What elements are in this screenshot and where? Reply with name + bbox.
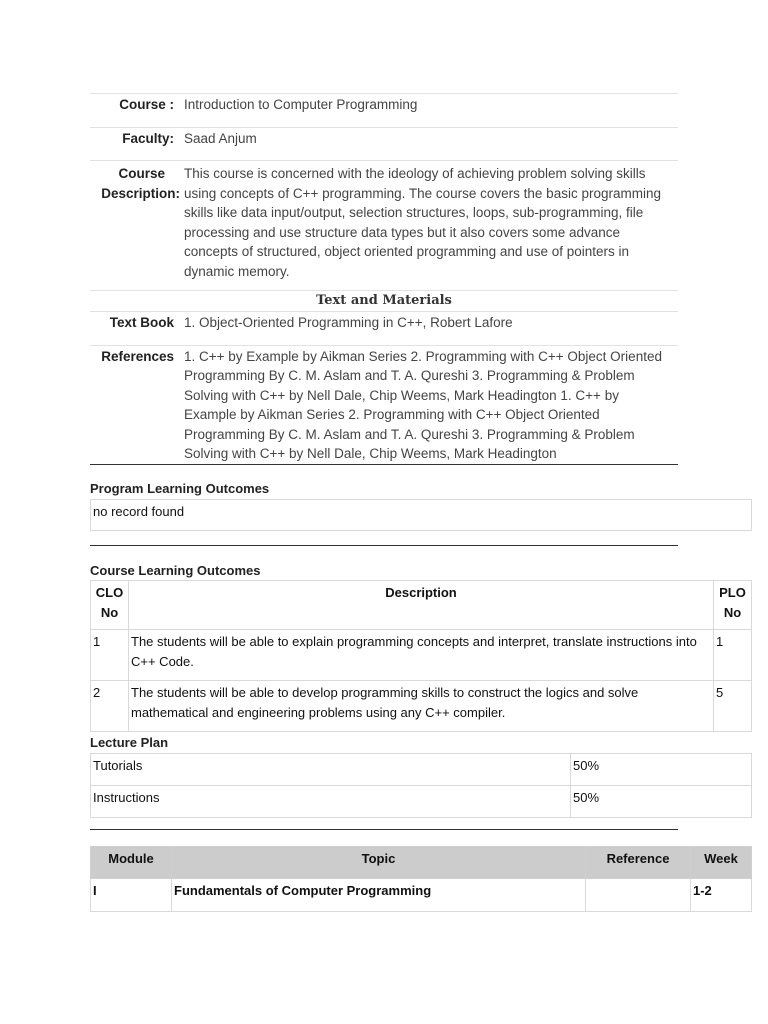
description-value: This course is concerned with the ideology of achieving problem solving skills using concepts of C++ programming. The course covers the basic programming skills like data input/output, selection structures, loops, sub-programming, file processing and use structure data types but it also covers some advance concepts of structured, object oriented programming and use of pointers in dynamic memory. <box>180 161 678 291</box>
reference-header: Reference <box>586 847 691 879</box>
faculty-row <box>90 127 678 161</box>
lecture-plan-table <box>90 753 752 818</box>
references-label: References <box>90 345 180 470</box>
course-label: Course : <box>90 94 180 128</box>
week-header: Week <box>691 847 752 879</box>
faculty-label: Faculty: <box>90 127 180 161</box>
module-week: 1-2 <box>691 879 752 912</box>
clo-table <box>90 580 752 732</box>
clo-no-header: CLO No <box>91 581 129 630</box>
textbook-row <box>90 312 678 346</box>
plo-table <box>90 499 752 531</box>
plo-number: 1 <box>714 630 752 681</box>
description-label-line2: Description: <box>101 185 180 201</box>
table-row <box>91 630 752 681</box>
description-row <box>90 161 678 291</box>
lecture-plan-value: 50% <box>571 754 752 786</box>
module-header: Module <box>91 847 172 879</box>
clo-title: Course Learning Outcomes <box>90 563 261 578</box>
plo-title: Program Learning Outcomes <box>90 481 270 496</box>
description-label-line1: Course <box>118 166 165 181</box>
module-header-row <box>91 847 752 879</box>
divider <box>90 464 678 465</box>
module-number: I <box>91 879 172 912</box>
textbook-value: 1. Object-Oriented Programming in C++, Robert Lafore <box>180 312 678 346</box>
clo-number: 2 <box>91 681 129 732</box>
lecture-plan-title: Lecture Plan <box>90 735 169 750</box>
divider <box>90 829 678 830</box>
table-row <box>91 879 752 912</box>
references-value: 1. C++ by Example by Aikman Series 2. Programming with C++ Object Oriented Programming By C. M. Aslam and T. A. Qureshi 3. Programming & Problem Solving with C++ by Nell Dale, Chip Weems, Mark Headington 1. C++ by Example by Aikman Series 2. Programming with C++ Object Oriented Programming By C. M. Aslam and T. A. Qureshi 3. Programming & Problem Solving with C++ by Nell Dale, Chip Weems, Mark Headington <box>180 345 678 470</box>
plo-no-header: PLO No <box>714 581 752 630</box>
plo-empty-text: no record found <box>91 500 752 531</box>
plo-empty-row <box>91 500 752 531</box>
clo-description: The students will be able to develop programming skills to construct the logics and solve mathematical and engineering problems using any C++ compiler. <box>129 681 714 732</box>
course-info-table <box>90 93 678 470</box>
text-materials-row <box>90 291 678 312</box>
references-row <box>90 345 678 470</box>
clo-description: The students will be able to explain programming concepts and interpret, translate instructions into C++ Code. <box>129 630 714 681</box>
module-table <box>90 846 752 912</box>
table-row <box>91 754 752 786</box>
divider <box>90 545 678 546</box>
topic-header: Topic <box>172 847 586 879</box>
module-reference <box>586 879 691 912</box>
module-topic: Fundamentals of Computer Programming <box>172 879 586 912</box>
table-row <box>91 681 752 732</box>
course-value: Introduction to Computer Programming <box>180 94 678 128</box>
plo-number: 5 <box>714 681 752 732</box>
lecture-plan-value: 50% <box>571 786 752 818</box>
lecture-plan-label: Instructions <box>91 786 571 818</box>
clo-header-row <box>91 581 752 630</box>
clo-description-header: Description <box>129 581 714 630</box>
lecture-plan-label: Tutorials <box>91 754 571 786</box>
table-row <box>91 786 752 818</box>
course-row <box>90 94 678 128</box>
description-label <box>90 161 180 291</box>
textbook-label: Text Book <box>90 312 180 346</box>
faculty-value: Saad Anjum <box>180 127 678 161</box>
clo-number: 1 <box>91 630 129 681</box>
text-materials-heading: Text and Materials <box>90 291 678 312</box>
